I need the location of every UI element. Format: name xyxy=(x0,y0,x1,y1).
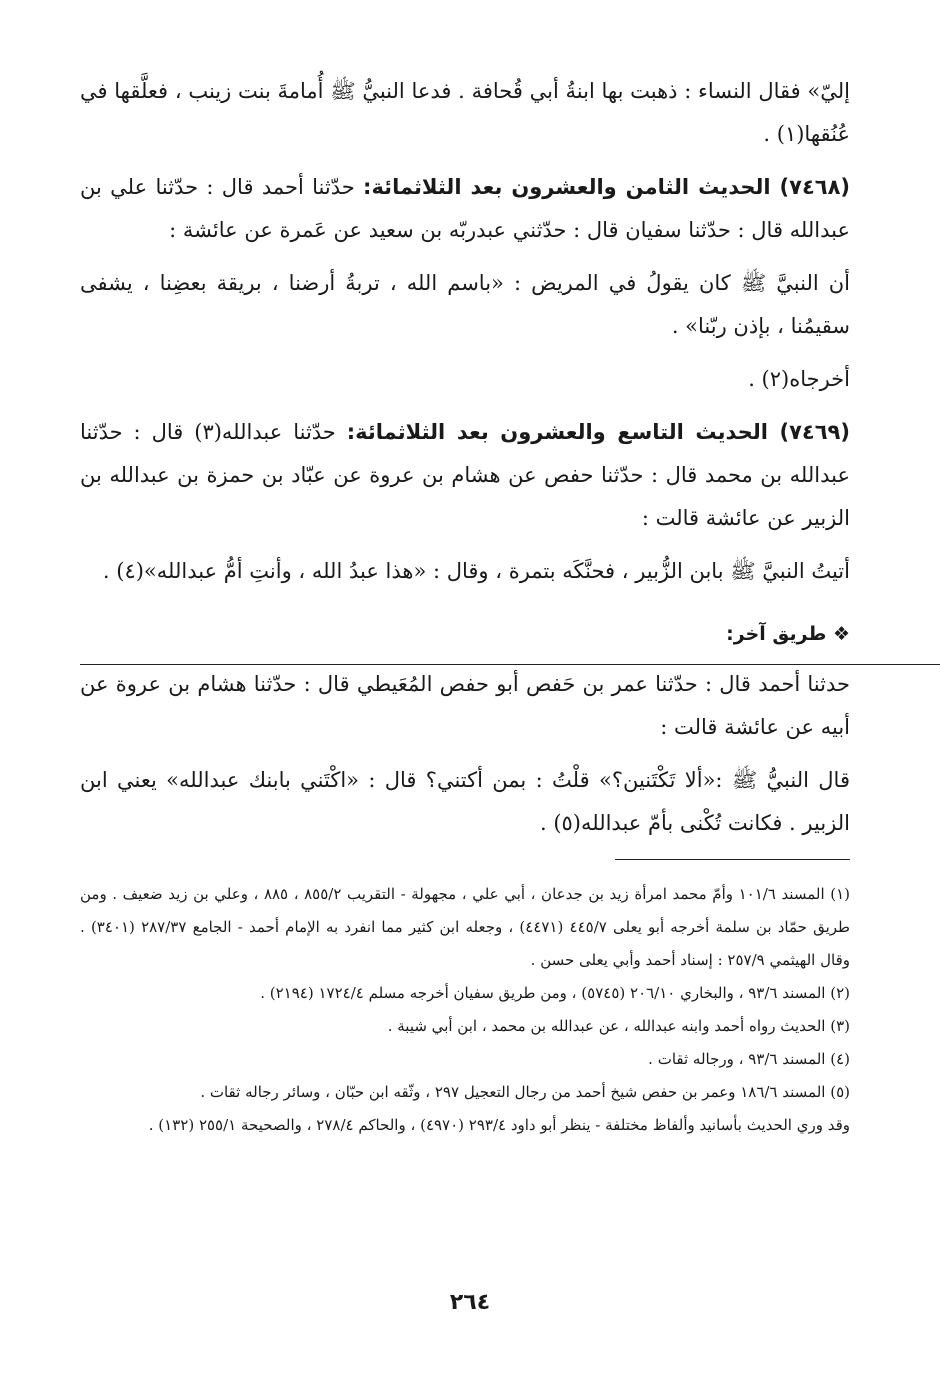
footnote-2: (٢) المسند ٩٣/٦ ، والبخاري ٢٠٦/١٠ (٥٧٤٥) ، ومن طريق سفيان أخرجه مسلم ١٧٢٤/٤ (٢١٩٤) . xyxy=(260,984,850,1002)
footnote-divider xyxy=(615,859,850,860)
hadith-7469-chain: حدّثنا عبدالله(٣) قال : حدّثنا عبدالله بن محمد قال : حدّثنا حفص عن هشام بن عروة عن عبّاد بن حمزة بن عبدالله بن الزبير عن عائشة قالت : xyxy=(80,420,850,530)
route-chain: حدثنا أحمد قال : حدّثنا عمر بن حَفص أبو حفص المُعَيطي قال : حدّثنا هشام بن عروة عن أبيه عن عائشة قالت : xyxy=(80,672,850,739)
footnote-divider-wrap xyxy=(80,859,850,860)
hadith-7468 xyxy=(80,166,850,252)
paragraph-1: إليّ» فقال النساء : ذهبت بها ابنةُ أبي قُحافة . فدعا النبيُّ ﷺ أُمامةَ بنت زينب ، فعلَّقها في عُنُقها(١) . xyxy=(80,79,850,146)
hadith-7469-heading: (٧٤٦٩) الحديث التاسع والعشرون بعد الثلاثمائة: xyxy=(346,420,850,444)
route-text: قال النبيُّ ﷺ :«ألا تَكْتَنين؟» قلْتُ : بمن أكتني؟ قال : «اكْتَني بابنك عبدالله» يعني ابن الزبير . فكانت تُكْنى بأمّ عبدالله(٥) . xyxy=(80,768,850,835)
hadith-7468-text: أن النبيَّ ﷺ كان يقولُ في المريض : «باسم الله ، تربةُ أرضنا ، بريقة بعضِنا ، يشفى سقيمُنا ، بإذن ربّنا» . xyxy=(80,271,850,338)
footnotes xyxy=(80,878,850,1142)
hadith-7469 xyxy=(80,411,850,540)
footnote-3: (٣) الحديث رواه أحمد وابنه عبدالله ، عن عبدالله بن محمد ، ابن أبي شيبة . xyxy=(387,1017,850,1035)
section-divider-line xyxy=(80,664,940,665)
footnote-1: (١) المسند ١٠١/٦ وأمّ محمد امرأة زيد بن جدعان ، أبي علي ، مجهولة - التقريب ٨٥٥/٢ ، ٨٨٥ ، وعلي بن زيد ضعيف . ومن طريق حمّاد بن سلمة أخرجه أبو يعلى ٤٤٥/٧ (٤٤٧١) ، وجعله ابن كثير مما انفرد به الإمام أحمد - الجامع ٢٨٧/٣٧ (٣٤٠١) . وقال الهيثمي ٢٥٧/٩ : إسناد أحمد وأبي يعلى حسن . xyxy=(80,885,850,969)
footnote-4: (٤) المسند ٩٣/٦ ، ورجاله ثقات . xyxy=(648,1050,850,1068)
hadith-7468-takhrij: أخرجاه(٢) . xyxy=(748,367,850,391)
footnote-5: (٥) المسند ١٨٦/٦ وعمر بن حفص شيخ أحمد من رجال التعجيل ٢٩٧ ، وثّقه ابن حبّان ، وسائر رجاله ثقات . xyxy=(200,1083,850,1101)
route-heading: ❖ طريق آخر: xyxy=(726,623,850,645)
page-body xyxy=(80,70,850,1142)
footnote-5-continued: وقد وري الحديث بأسانيد وألفاظ مختلفة - ينظر أبو داود ٢٩٣/٤ (٤٩٧٠) ، والحاكم ٢٧٨/٤ ، والصحيحة ٢٥٥/١ (١٣٢) . xyxy=(148,1116,850,1134)
page-number: ٢٦٤ xyxy=(449,1290,491,1315)
hadith-7468-heading: (٧٤٦٨) الحديث الثامن والعشرون بعد الثلاثمائة: xyxy=(363,175,851,199)
hadith-7468-chain: حدّثنا أحمد قال : حدّثنا علي بن عبدالله قال : حدّثنا سفيان قال : حدّثني عبدربّه بن سعيد عن عَمرة عن عائشة : xyxy=(80,175,850,242)
hadith-7469-text: أتيتُ النبيَّ ﷺ بابن الزُّبير ، فحنَّكَه بتمرة ، وقال : «هذا عبدُ الله ، وأنتِ أمُّ عبدالله»(٤) . xyxy=(102,559,850,583)
